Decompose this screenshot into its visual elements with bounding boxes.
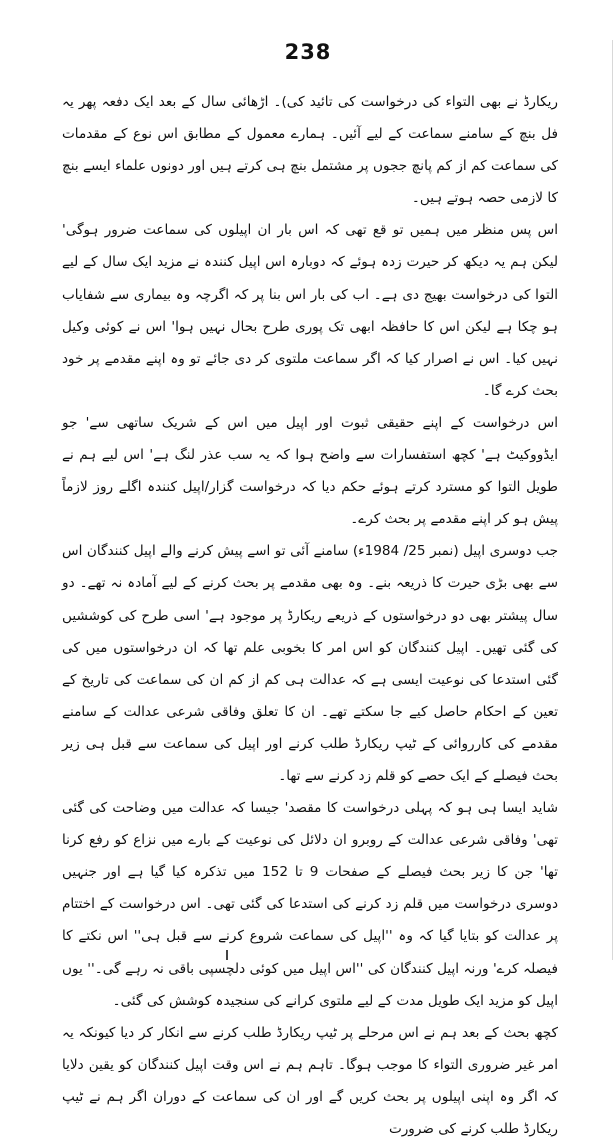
page-number: 238 [284, 40, 332, 64]
scan-mark [226, 950, 228, 960]
paragraph-4: جب دوسری اپیل (نمبر 25/ 1984ء) سامنے آئی تو اسے پیش کرنے والے اپیل کنندگان اس سے بھی بڑی حیرت کا ذریعہ بنے۔ وہ بھی مقدمے پر بحث کرنے کے لیے آمادہ نہ تھے۔ دو سال پیشتر بھی دو درخواستوں کے ذریعے ریکارڈ پر موجود ہے' اسی طرح کی کوششیں کی گئی تھیں۔ اپیل کنندگان کو اس امر کا بخوبی علم تھا کہ ان درخواستوں میں کی گئی استدعا کی نوعیت ایسی ہے کہ عدالت ہی کم از کم ان کی سماعت کی تاریخ کے تعین کے احکام حاصل کیے جا سکتے تھے۔ ان کا تعلق وفاقی شرعی عدالت کے سامنے مقدمے کی کارروائی کے ٹیپ ریکارڈ طلب کرنے اور اپیل کی سماعت سے قبل ہی زیر بحث فیصلے کے ایک حصے کو قلم زد کرنے سے تھا۔ [62, 543, 558, 784]
paragraph-6: کچھ بحث کے بعد ہم نے اس مرحلے پر ٹیپ ریکارڈ طلب کرنے سے انکار کر دیا کیونکہ یہ امر غیر ضروری التواء کا موجب ہوگا۔ تاہم ہم نے اس وقت اپیل کنندگان کو یقین دلایا کہ اگر وہ اپنی اپیلوں پر بحث کریں گے اور ان کی سماعت کے دوران اگر ہم نے ٹیپ ریکارڈ طلب کرنے کی ضرورت [62, 1024, 558, 1137]
paragraph-2: اس پس منظر میں ہمیں تو قع تھی کہ اس بار ان اپیلوں کی سماعت ضرور ہوگی' لیکن ہم یہ دیکھ کر حیرت زدہ ہوئے کہ دوبارہ اس اپیل کنندہ نے مزید ایک سال کے لیے التوا کی درخواست بھیج دی ہے۔ اب کی بار اس بنا پر کہ اگرچہ وہ بیماری سے شفایاب ہو چکا ہے لیکن اس کا حافظہ ابھی تک پوری طرح بحال نہیں ہوا' اس نے کوئی وکیل نہیں کیا۔ اس نے اصرار کیا کہ اگر سماعت ملتوی کر دی جائے تو وہ اپنے مقدمے پر خود بحث کرے گا۔ [62, 222, 558, 399]
page-edge-shadow [612, 40, 613, 960]
paragraph-3: اس درخواست کے اپنے حقیقی ثبوت اور اپیل میں اس کے شریک ساتھی سے' جو ایڈووکیٹ ہے' کچھ استفسارات سے واضح ہوا کہ یہ سب عذر لنگ ہے' اس لیے ہم نے طویل التوا کو مسترد کرتے ہوئے حکم دیا کہ درخواست گزار/اپیل کنندہ اگلے روز لازماً پیش ہو کر اپنے مقدمے پر بحث کرے۔ [62, 414, 558, 528]
paragraph-5: شاید ایسا ہی ہو کہ پہلی درخواست کا مقصد' جیسا کہ عدالت میں وضاحت کی گئی تھی' وفاقی شرعی عدالت کے روبرو ان دلائل کی نوعیت کے بارے میں نزاع کو رفع کرنا تھا' جن کا زیر بحث فیصلے کے صفحات 9 تا 152 میں تذکرہ کیا گیا ہے اور جنہیں دوسری درخواست میں قلم زد کرنے کی استدعا کی گئی تھی۔ اس درخواست کے اختتام پر عدالت کو بتایا گیا کہ وہ ''اپیل کی سماعت شروع کرنے سے قبل ہی'' اس نکتے کا فیصلہ کرے' ورنہ اپیل کنندگان کی ''اس اپیل میں کوئی دلچسپی باقی نہ رہے گی۔'' یوں اپیل کو مزید ایک طویل مدت کے لیے ملتوی کرانے کی سنجیدہ کوشش کی گئی۔ [62, 800, 558, 1009]
paragraph-1: ریکارڈ نے بھی التواء کی درخواست کی تائید کی)۔ اڑھائی سال کے بعد ایک دفعہ پھر یہ فل بنچ کے سامنے سماعت کے لیے آئیں۔ ہمارے معمول کے مطابق اس نوع کے مقدمات کی سماعت کم از کم پانچ ججوں پر مشتمل بنچ ہی کرتے ہیں اور دونوں علماء ایسے بنچ کا لازمی حصہ ہوتے ہیں۔ [62, 94, 558, 207]
body-text [62, 86, 558, 1145]
